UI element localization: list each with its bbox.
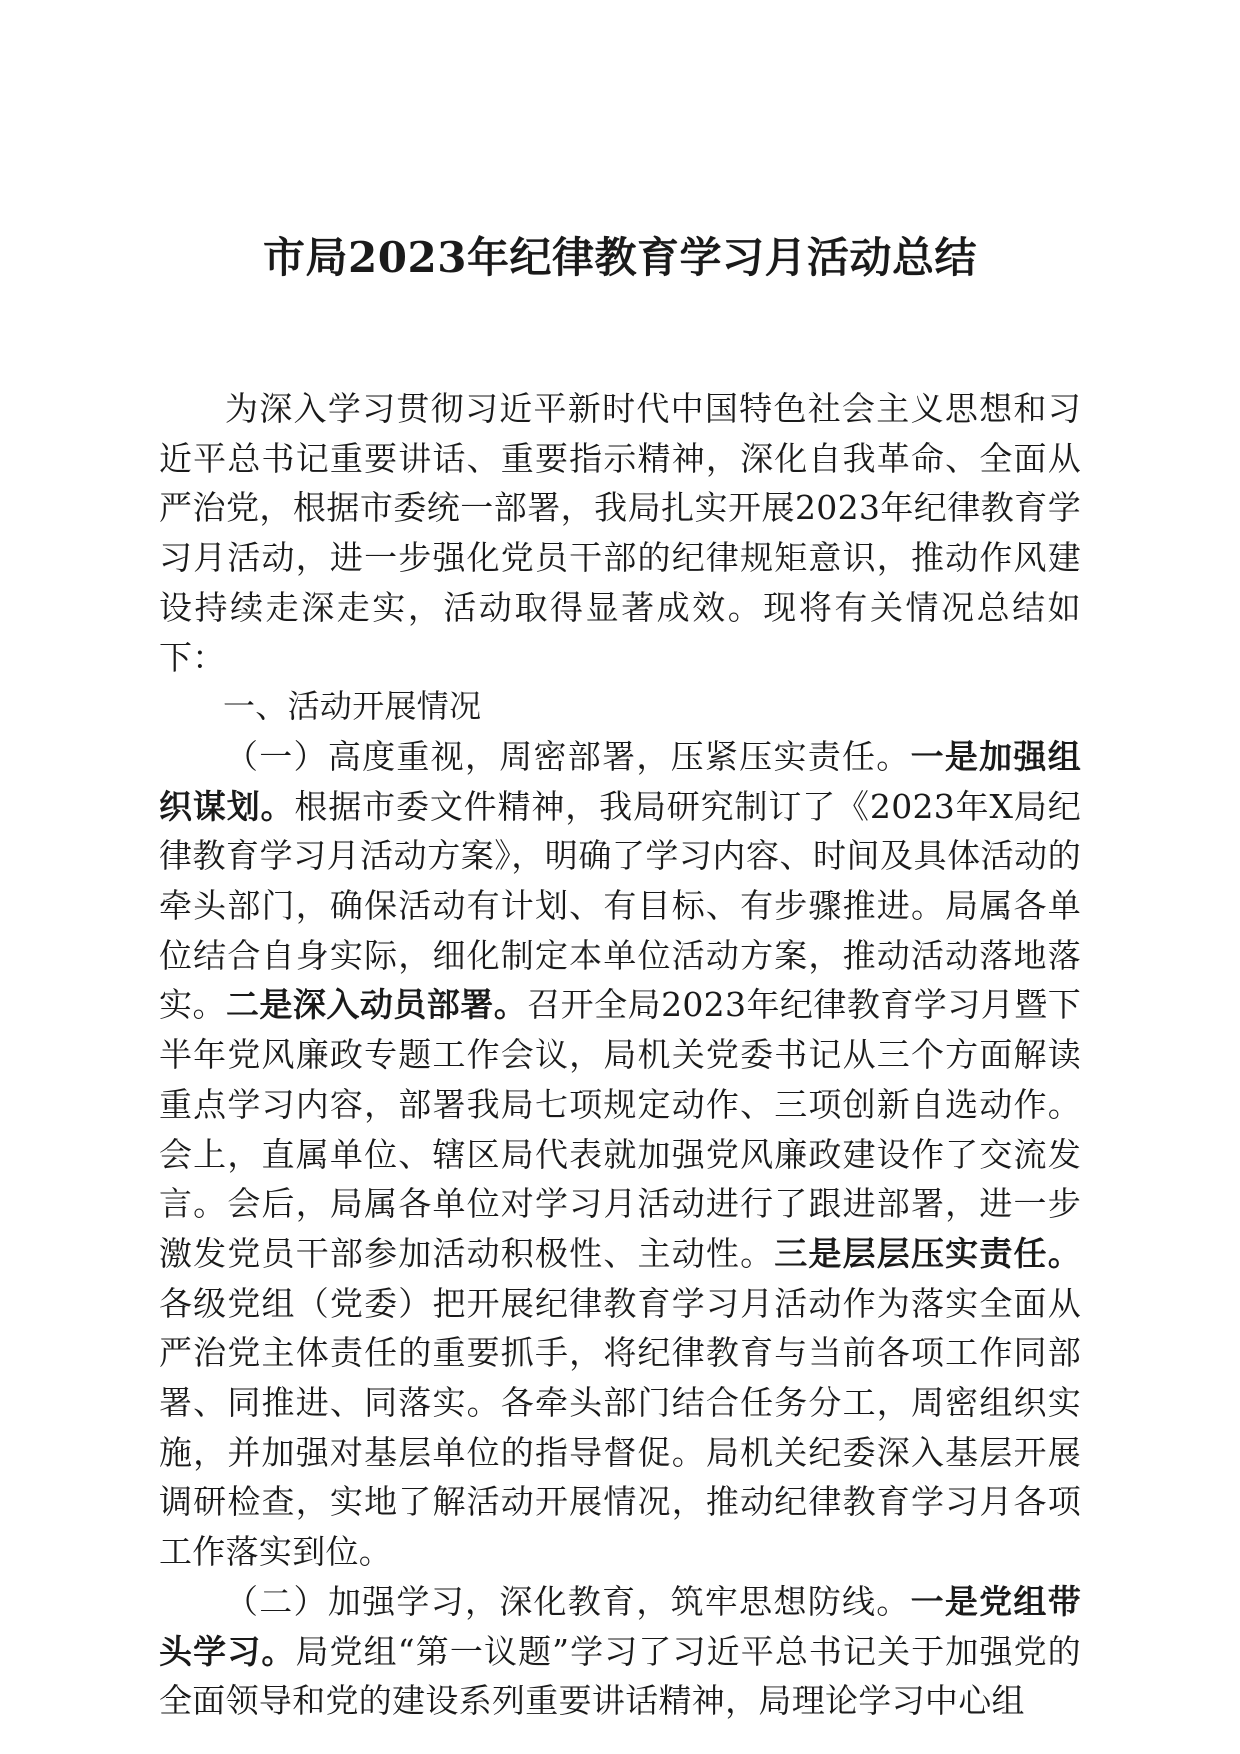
- point-1-text: 根据市委文件精神，我局研究制订了《2023年X局纪律教育学习月活动方案》，明确了学习内容、时间及具体活动的牵头部门，确保活动有计划、有目标、有步骤推进。局属各单位结合自身实际，细化制定本单位活动方案，推动活动落地落实。: [159, 786, 1081, 1025]
- subsection-1-paragraph: [159, 732, 1081, 1577]
- point-2-text: 召开全局2023年纪律教育学习月暨下半年党风廉政专题工作会议，局机关党委书记从三个方面解读重点学习内容，部署我局七项规定动作、三项创新自选动作。会上，直属单位、辖区局代表就加强党风廉政建设作了交流发言。会后，局属各单位对学习月活动进行了跟进部署，进一步激发党员干部参加活动积极性、主动性。: [159, 985, 1081, 1273]
- sub2-point-1-title: 一是党组带头学习。: [159, 1581, 1082, 1671]
- subsection-2-paragraph: [159, 1577, 1081, 1726]
- document-title: 市局2023年纪律教育学习月活动总结: [263, 233, 977, 282]
- intro-paragraph: 为深入学习贯彻习近平新时代中国特色社会主义思想和习近平总书记重要讲话、重要指示精神，深化自我革命、全面从严治党，根据市委统一部署，我局扎实开展2023年纪律教育学习月活动，进一步强化党员干部的纪律规矩意识，推动作风建设持续走深走实，活动取得显著成效。现将有关情况总结如下：: [159, 389, 1081, 677]
- point-3-text: 各级党组（党委）把开展纪律教育学习月活动作为落实全面从严治党主体责任的重要抓手，将纪律教育与当前各项工作同部署、同推进、同落实。各牵头部门结合任务分工，周密组织实施，并加强对基层单位的指导督促。局机关纪委深入基层开展调研检查，实地了解活动开展情况，推动纪律教育学习月各项工作落实到位。: [159, 1283, 1081, 1572]
- point-1-title: 一是加强组织谋划。: [159, 736, 1082, 826]
- point-3-title: 三是层层压实责任。: [774, 1233, 1081, 1273]
- document-body: [159, 384, 1081, 1726]
- subsection-1-heading: （一）高度重视，周密部署，压紧压实责任。: [225, 736, 911, 776]
- point-2-title: 二是深入动员部署。: [225, 985, 528, 1025]
- section-heading-activities: 一、活动开展情况: [223, 687, 482, 726]
- subsection-2-heading: （二）加强学习，深化教育，筑牢思想防线。: [225, 1581, 911, 1621]
- sub2-point-1-text: 局党组“第一议题”学习了习近平总书记关于加强党的全面领导和党的建设系列重要讲话精神，局理论学习中心组: [159, 1631, 1081, 1721]
